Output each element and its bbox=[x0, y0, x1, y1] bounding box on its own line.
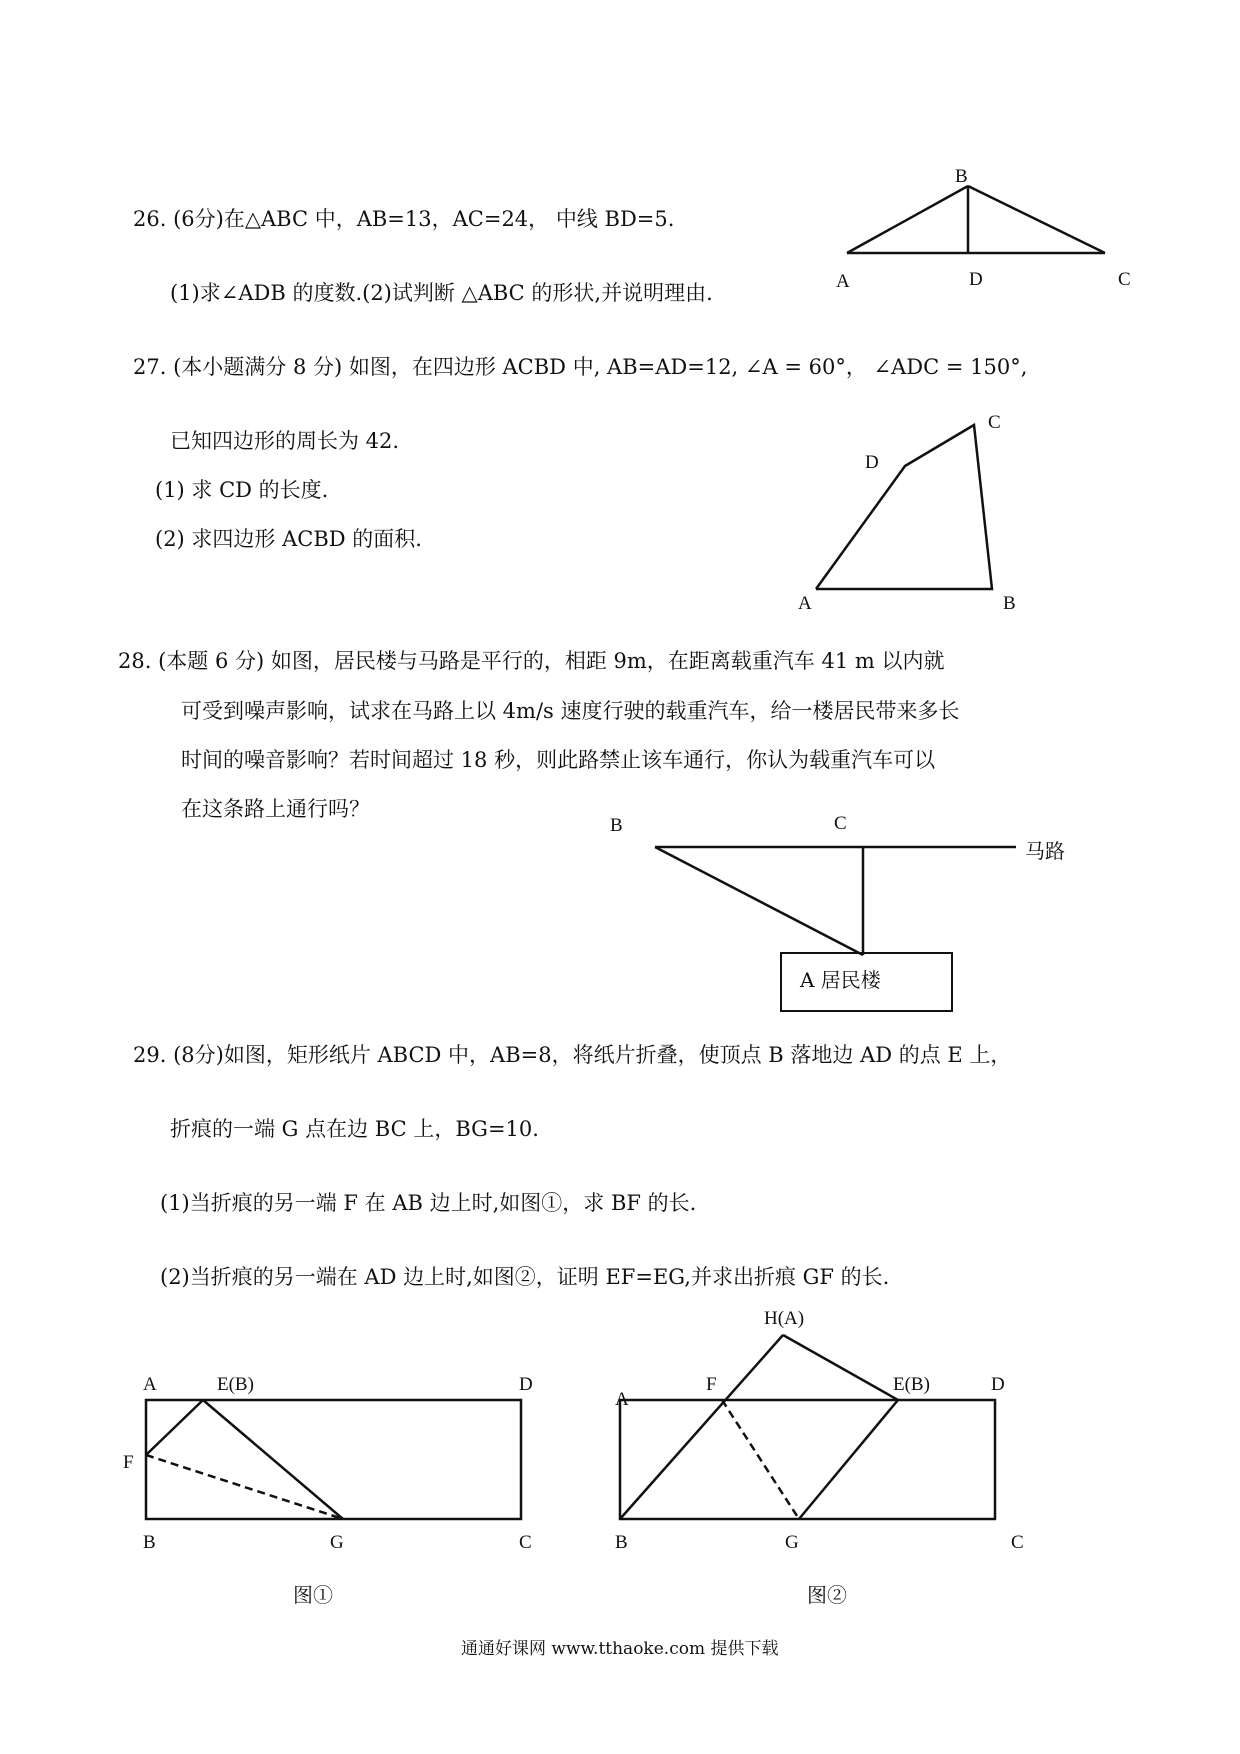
page-footer: 通通好课网 www.tthaoke.com 提供下载 bbox=[461, 1639, 779, 1659]
q26-label-a: A bbox=[836, 271, 850, 292]
fig1-label-a: A bbox=[143, 1374, 157, 1395]
fig1-label-g: G bbox=[330, 1532, 344, 1553]
fig2-label-a: A bbox=[615, 1389, 629, 1410]
q26-label-d: D bbox=[969, 269, 983, 290]
fig2-label-b: B bbox=[615, 1532, 628, 1553]
q29-line1: 29. (8分)如图，矩形纸片 ABCD 中，AB=8，将纸片折叠，使顶点 B 落地边 AD 的点 E 上， bbox=[133, 1043, 1012, 1067]
q26-label-b: B bbox=[955, 166, 968, 187]
fig1-caption: 图① bbox=[293, 1583, 333, 1607]
q27-line2: 已知四边形的周长为 42. bbox=[170, 429, 400, 453]
q27-label-c: C bbox=[988, 412, 1001, 433]
fig2-label-g: G bbox=[785, 1532, 799, 1553]
q29-line4: (2)当折痕的另一端在 AD 边上时,如图②，证明 EF=EG,并求出折痕 GF 的长. bbox=[160, 1265, 890, 1289]
q28-building-label: A 居民楼 bbox=[800, 968, 881, 992]
q28-line2: 可受到噪声影响，试求在马路上以 4m/s 速度行驶的载重汽车，给一楼居民带来多长 bbox=[181, 699, 960, 723]
q28-label-b: B bbox=[610, 815, 623, 836]
q27-label-d: D bbox=[865, 452, 879, 473]
q28-label-c: C bbox=[834, 813, 847, 834]
fig1-label-c: C bbox=[519, 1532, 532, 1553]
q28-line3: 时间的噪音影响？若时间超过 18 秒，则此路禁止该车通行，你认为载重汽车可以 bbox=[181, 748, 936, 772]
fig2-label-c: C bbox=[1011, 1532, 1024, 1553]
fig2-label-h: H(A) bbox=[764, 1308, 805, 1329]
q28-line1: 28. (本题 6 分) 如图，居民楼与马路是平行的，相距 9m，在距离载重汽车 41 m 以内就 bbox=[118, 649, 945, 673]
fig2-label-d: D bbox=[991, 1374, 1005, 1395]
q28-road-label: 马路 bbox=[1025, 839, 1065, 863]
q26-line2: (1)求∠ADB 的度数.(2)试判断 △ABC 的形状,并说明理由. bbox=[170, 281, 713, 305]
fig1-label-b: B bbox=[143, 1532, 156, 1553]
q27-line4: (2) 求四边形 ACBD 的面积. bbox=[155, 527, 422, 551]
q26-line1: 26. (6分)在△ABC 中，AB=13，AC=24， 中线 BD=5. bbox=[133, 207, 675, 231]
fig2-caption: 图② bbox=[807, 1583, 847, 1607]
q29-line3: (1)当折痕的另一端 F 在 AB 边上时,如图①，求 BF 的长. bbox=[160, 1191, 697, 1215]
q27-line3: (1) 求 CD 的长度. bbox=[155, 478, 329, 502]
q28-building-box bbox=[780, 952, 953, 1012]
fig1-label-d: D bbox=[519, 1374, 533, 1395]
fig1-label-f: F bbox=[123, 1452, 134, 1473]
q29-line2: 折痕的一端 G 点在边 BC 上，BG=10. bbox=[170, 1117, 539, 1141]
fig1-label-e: E(B) bbox=[217, 1374, 254, 1395]
q27-label-a: A bbox=[798, 593, 812, 614]
fig2-label-e: E(B) bbox=[893, 1374, 930, 1395]
q27-line1: 27. (本小题满分 8 分) 如图，在四边形 ACBD 中, AB=AD=12, ∠A = 60°， ∠ADC = 150°, bbox=[133, 355, 1028, 379]
q26-label-c: C bbox=[1118, 269, 1131, 290]
q28-line4: 在这条路上通行吗？ bbox=[181, 797, 370, 821]
q27-label-b: B bbox=[1003, 593, 1016, 614]
fig2-label-f: F bbox=[706, 1374, 717, 1395]
